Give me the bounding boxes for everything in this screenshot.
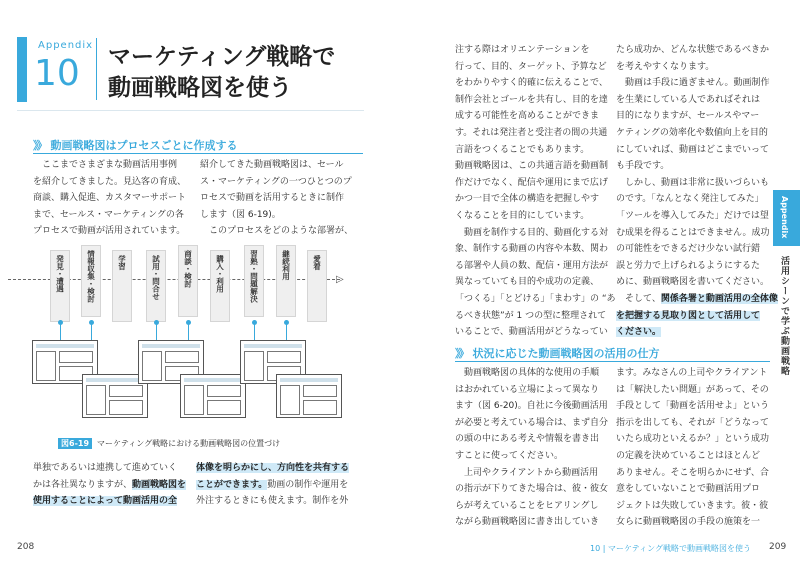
left-col-1: [33, 157, 186, 240]
text-line: る部署や人員の数、配信・運用方法が: [455, 260, 609, 271]
text-line: 動画戦略図の具体的な使用の手順: [455, 368, 600, 378]
side-tab-label: Appendix: [780, 196, 789, 239]
text-line: 紹介してきた動画戦略図は、セール: [200, 160, 344, 170]
page-number-right: 209: [769, 542, 787, 552]
connector-dot: [284, 320, 289, 325]
text-line: 作だけでなく、配信や運用にまで広げ: [455, 177, 608, 188]
text-line: ます。みなさんの上司やクライアント: [616, 368, 768, 378]
section-heading-1: [33, 137, 238, 153]
text-segment: 外注するときにも使えます。制作を外: [196, 496, 349, 507]
strategy-diagram-thumbnail: [180, 374, 246, 418]
text-line: 手段として「動画を活用せよ」という: [616, 401, 770, 412]
text-line: 動画は手段に過ぎません。動画制作: [616, 78, 770, 89]
text-line: にしていれば、動画はどこまでいって: [616, 144, 770, 155]
left-bottom-col-1: [33, 460, 186, 510]
strategy-diagram-thumbnail: [276, 374, 342, 418]
connector-dot: [154, 320, 159, 325]
section-heading-2: [455, 345, 660, 361]
connector-dot: [58, 320, 63, 325]
stage-purchase: 購入・利用: [210, 250, 230, 322]
text-line: 動画戦略図は、この共通言語を動画制: [455, 161, 609, 172]
text-line: ここまでさまざまな動画活用事例: [33, 160, 178, 170]
text-line: るべき状態”が 1 つの型に整理されて: [455, 310, 607, 321]
text-line: をわかりやすく的確に伝えることで、: [455, 78, 608, 89]
text-line: 行って、目的、ターゲット、予算など: [455, 61, 607, 72]
highlight-segment: 動画戦略図を: [132, 479, 187, 490]
right-col-1: [455, 42, 616, 341]
text-line: を生業にしている人であればそれは: [616, 94, 761, 105]
highlight-segment: を把握する見取り図として活用して: [616, 310, 761, 321]
connector-dot: [252, 320, 257, 325]
text-line: の定義を決めていることはほとんど: [616, 450, 761, 461]
text-line: 制作会社とゴールを共有し、目的を達: [455, 94, 608, 105]
text-line: ジェクトは失敗していきます。彼・彼: [616, 500, 769, 511]
title-line-1: マーケティング戦略で: [108, 44, 336, 70]
page-title: [108, 42, 335, 104]
text-line: の可能性をできるだけ少ない試行錯: [616, 244, 761, 255]
text-segment: 動画の制作や運用を: [267, 479, 349, 490]
text-line: ス・マーケティングの一つひとつのプ: [200, 176, 352, 187]
right-lower-col-1: [455, 365, 608, 531]
connector-dot: [186, 320, 191, 325]
text-line: めに、動画戦略図を書いてください。: [616, 277, 770, 288]
highlight-segment: ことができます。: [196, 479, 268, 490]
highlight-segment: ください。: [616, 327, 662, 338]
text-line: はおかれている立場によって異なり: [455, 384, 600, 395]
text-segment: そして、: [616, 293, 661, 304]
text-line: ながら動画戦略図に書き出していき: [455, 517, 600, 528]
text-line: すことに使ってください。: [455, 450, 564, 461]
text-line: を考えやすくなります。: [616, 61, 715, 72]
text-line: 上司やクライアントから動画活用: [455, 467, 599, 478]
text-line: かつ一目で全体の構造を把握しやす: [455, 194, 600, 205]
text-line: 成する可能性を高めることができま: [455, 111, 600, 122]
stage-attachment: 愛着: [307, 250, 327, 322]
text-line: む成果を得ることはできません。成功: [616, 227, 770, 238]
stage-mastery: 習熟・問題解決: [244, 245, 264, 317]
title-separator: [96, 38, 97, 100]
stage-negotiation: 商談・検討: [178, 245, 198, 317]
text-line: 異なっていても目的や成功の定義、: [455, 277, 600, 288]
text-line: ケティングの効率化や数値向上を目的: [616, 127, 768, 138]
highlight-segment: 使用することによって動画活用の全: [33, 496, 178, 507]
text-line: の指示が下りてきた場合は、彼・彼女: [455, 484, 609, 495]
text-line: 象、制作する動画の内容や本数、関わ: [455, 244, 609, 255]
text-line: 指示を出しても、それが「どうなって: [616, 417, 770, 428]
figure-tag: 図6-19: [58, 438, 92, 449]
section-heading-2-text: 状況に応じた動画戦略図の活用の仕方: [472, 347, 660, 360]
highlight-segment: 体像を明らかにし、方向性を共有する: [196, 463, 350, 473]
text-line: 「つくる」「とどける」「まわす」の “あ: [455, 293, 616, 304]
text-line: ロセスで動画を活用するときに制作: [200, 193, 345, 204]
text-line: 「ツールを導入してみた」だけでは望: [616, 210, 769, 221]
text-line: 目的になりますが、セールスやマー: [616, 111, 760, 122]
running-footer: 10 | マーケティング戦略で動画戦略図を使う: [590, 544, 751, 553]
appendix-accent-bar: [17, 37, 27, 102]
text-segment: かは各社異なりますが、: [33, 479, 133, 490]
text-line: くなることを目的にしています。: [455, 210, 590, 221]
section-marker-icon: 》》: [33, 139, 46, 152]
stage-learning: 学習: [112, 250, 132, 322]
section-underline-1: [33, 153, 363, 154]
text-line: ます（図 6-20)。自社に今後動画活用: [455, 401, 608, 412]
stage-research: 情報収集・検討: [81, 245, 101, 317]
page-number-left: 208: [17, 542, 35, 552]
title-line-2: 動画戦略図を使う: [108, 75, 292, 101]
section-heading-1-text: 動画戦略図はプロセスごとに作成する: [50, 139, 238, 152]
left-col-2: [200, 157, 353, 240]
text-line: 女らに動画戦略図の手段の施策を一: [616, 517, 761, 528]
stage-discovery: 発見・遭遇: [50, 250, 70, 322]
text-line: す。それは発注者と受注者の間の共通: [455, 127, 608, 138]
text-line: の頭の中にある考えや情報を書き出: [455, 434, 600, 445]
right-col-2: [616, 42, 778, 341]
text-line: 商談、購入促進、カスタマーサポート: [33, 193, 187, 204]
text-line: しかし、動画は非常に扱いづらいも: [616, 177, 770, 188]
text-line: も手段です。: [616, 161, 670, 172]
appendix-label: Appendix: [38, 40, 94, 51]
text-line: プロセスで動画が活用されています。: [33, 226, 186, 237]
text-line: します（図 6-19)。: [200, 209, 281, 220]
text-line: まで、セールス・マーケティングの各: [33, 209, 184, 220]
figure-caption: [58, 438, 280, 449]
text-line: 言語をつくることでもあります。: [455, 144, 590, 155]
text-line: らが考えていることをヒアリングし: [455, 500, 599, 511]
text-line: 注する際はオリエンテーションを: [455, 45, 590, 55]
text-line: を紹介してきました。見込客の育成、: [33, 176, 187, 187]
section-underline-2: [455, 361, 770, 362]
chapter-number: 10: [34, 53, 80, 94]
connector-dot: [89, 320, 94, 325]
text-segment: 単独であるいは連携して進めていく: [33, 463, 178, 473]
figure-caption-text: マーケティング戦略における動画戦略図の位置づけ: [97, 439, 281, 448]
text-line: のです。「なんとなく発注してみた」: [616, 194, 764, 205]
highlight-segment: 関係各署と動画活用の全体像: [660, 293, 778, 304]
right-lower-col-2: [616, 365, 769, 531]
section-marker-icon: 》》: [455, 347, 468, 360]
stage-continuous-use: 継続利用: [276, 245, 296, 317]
arrow-right-icon: ▷: [336, 274, 344, 285]
text-line: このプロセスをどのような部署が、: [200, 226, 354, 237]
side-running-title: 活用シーンで学ぶ動画戦略: [779, 256, 789, 376]
text-line: たら成功か、どんな状態であるべきか: [616, 45, 770, 55]
text-line: いたら成功といえるか？」という成功: [616, 434, 770, 445]
text-line: 意をしていないことで動画活用プロ: [616, 484, 761, 495]
left-bottom-col-2: [196, 460, 349, 510]
text-line: は「解決したい問題」があって、その: [616, 384, 769, 395]
title-divider: [17, 110, 364, 111]
text-line: いることで、動画活用がどうなってい: [455, 327, 608, 338]
text-line: 動画を制作する目的、動画化する対: [455, 227, 609, 238]
text-line: 誤と労力で上げられるようにするた: [616, 260, 761, 271]
text-line: が必要と考えている場合は、まず自分: [455, 417, 609, 428]
text-line: ありません。そこを明らかにせず、合: [616, 467, 769, 478]
stage-trial: 試用・問合せ: [146, 250, 166, 322]
